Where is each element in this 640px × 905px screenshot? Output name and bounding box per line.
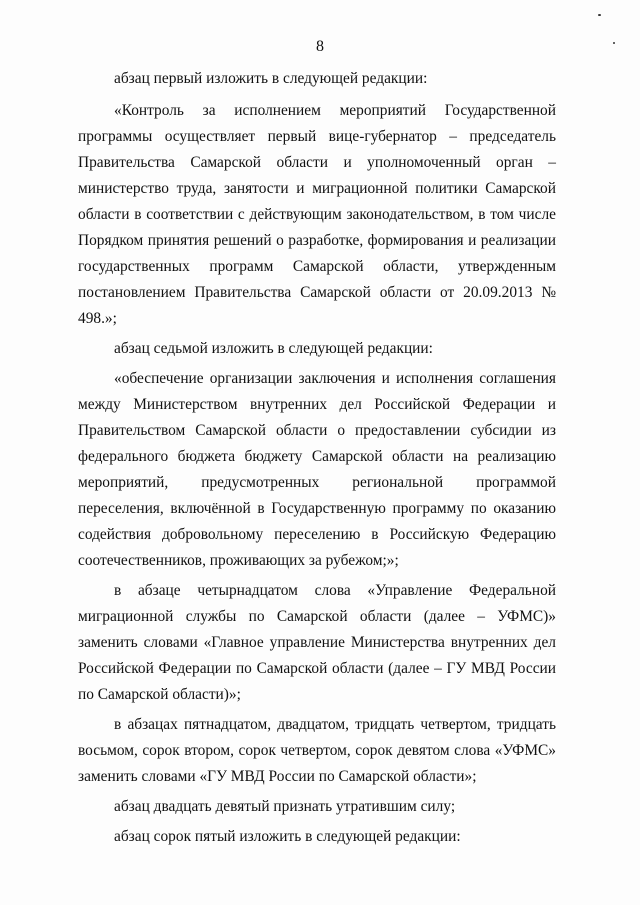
document-body bbox=[78, 66, 556, 854]
paragraph-4: «обеспечение организации заключения и исполнения соглашения между Министерством внутренних дел Российской Федерации и Правительством Самарской области о предоставлении субсидии из федерального бюджета бюджету Самарской области на реализацию мероприятий, предусмотренных региональной программой переселения, включённой в Государственную программу по оказанию содействия добровольному переселению в Российскую Федерацию соотечественников, проживающих за рубежом;»; bbox=[78, 370, 556, 569]
paragraph-3: абзац седьмой изложить в следующей редакции: bbox=[114, 340, 433, 357]
paragraph-8: абзац сорок пятый изложить в следующей редакции: bbox=[114, 828, 461, 845]
scan-speck bbox=[613, 42, 615, 44]
paragraph-5: в абзаце четырнадцатом слова «Управление Федеральной миграционной службы по Самарской области (далее – УФМС)» заменить словами «Главное управление Министерства внутренних дел Российской Федерации по Самарской области (далее – ГУ МВД России по Самарской области)»; bbox=[78, 582, 556, 703]
paragraph-2: «Контроль за исполнением мероприятий Государственной программы осуществляет первый вице-губернатор – председатель Правительства Самарской области и уполномоченный орган – министерство труда, занятости и миграционной политики Самарской области в соответствии с действующим законодательством, в том числе Порядком принятия решений о разработке, формирования и реализации государственных программ Самарской области, утвержденным постановлением Правительства Самарской области от 20.09.2013 № 498.»; bbox=[78, 102, 556, 327]
paragraph-7: абзац двадцать девятый признать утратившим силу; bbox=[114, 798, 456, 815]
page-number: 8 bbox=[316, 38, 324, 55]
paragraph-6: в абзацах пятнадцатом, двадцатом, тридцать четвертом, тридцать восьмом, сорок втором, сорок четвертом, сорок девятом слова «УФМС» заменить словами «ГУ МВД России по Самарской области»; bbox=[78, 716, 556, 785]
paragraph-1: абзац первый изложить в следующей редакции: bbox=[114, 70, 428, 87]
scan-speck bbox=[598, 14, 601, 16]
